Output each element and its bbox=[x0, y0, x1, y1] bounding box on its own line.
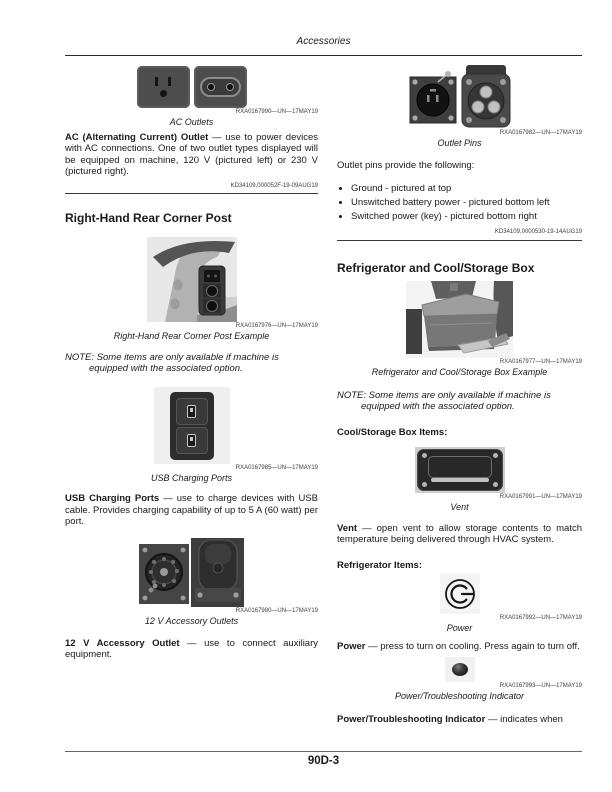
vent-paragraph bbox=[337, 523, 582, 546]
figure-caption: Power/Troubleshooting Indicator bbox=[395, 691, 524, 702]
indicator-photo-frame bbox=[445, 657, 475, 682]
page-number: 90D-3 bbox=[307, 755, 340, 767]
vent-face bbox=[417, 449, 503, 491]
figure-caption: Right-Hand Rear Corner Post Example bbox=[113, 330, 270, 341]
doc-code: KD34109,000052F-19-09AUG19 bbox=[230, 182, 318, 189]
paragraph-text: — press to turn on cooling. Press again to turn off. bbox=[365, 641, 580, 653]
figure-power-button bbox=[337, 574, 582, 633]
outlet-pin-hole bbox=[207, 83, 215, 91]
paragraph-text: — use to power devices with AC connections. One of two outlet types displayed will be equipped on machine, 120 V (pictured left) or 230 V (pictured right). bbox=[65, 132, 318, 178]
paragraph-lead: Vent bbox=[337, 522, 358, 534]
figure-caption: Vent bbox=[450, 501, 469, 512]
list-item: • Switched power (key) - pictured bottom right bbox=[351, 211, 582, 222]
image-code: RXA0167982—UN—17MAY19 bbox=[499, 130, 582, 136]
figure-12v-outlets bbox=[65, 538, 318, 626]
usb-icon bbox=[187, 434, 196, 447]
header-rule bbox=[65, 55, 582, 56]
usb-photo-frame bbox=[154, 387, 230, 464]
image-code: RXA0167993—UN—17MAY19 bbox=[499, 683, 582, 690]
12v-outlets-photo bbox=[139, 538, 244, 607]
screw-icon bbox=[493, 482, 498, 487]
paragraph-lead: Power/Troubleshooting Indicator bbox=[337, 714, 486, 726]
paragraph-lead: 12 V Accessory Outlet bbox=[65, 637, 180, 649]
outlet-recess bbox=[200, 77, 241, 97]
refrigerator-items-label: Refrigerator Items: bbox=[337, 559, 422, 571]
pins-bullet-list bbox=[337, 183, 582, 222]
ac-outlet-paragraph bbox=[65, 132, 318, 178]
us-outlet-icon bbox=[137, 66, 190, 108]
paragraph-text: — open vent to allow storage contents to match temperature being delivered through HVAC system. bbox=[337, 522, 582, 546]
outlet-ground-hole bbox=[160, 90, 167, 97]
indicator-paragraph bbox=[337, 714, 582, 725]
power-photo-frame bbox=[440, 574, 480, 614]
power-paragraph bbox=[337, 641, 582, 652]
eu-outlet-icon bbox=[194, 66, 247, 108]
figure-caption: Refrigerator and Cool/Storage Box Example bbox=[371, 366, 548, 377]
image-code: RXA0167992—UN—17MAY19 bbox=[499, 615, 582, 622]
refrigerator-image bbox=[337, 281, 582, 358]
usb-paragraph bbox=[65, 493, 318, 527]
outlet-pins-image bbox=[337, 65, 582, 129]
outlet-slot bbox=[155, 77, 158, 86]
figure-caption: Outlet Pins bbox=[437, 138, 482, 148]
outlet-pins-photo bbox=[408, 65, 512, 129]
footer-rule bbox=[65, 751, 582, 752]
image-code: RXA0167990—UN—17MAY19 bbox=[235, 109, 318, 115]
image-code: RXA0167977—UN—17MAY19 bbox=[499, 358, 582, 365]
usb-port-icon bbox=[176, 427, 208, 454]
image-code: RXA0167985—UN—17MAY19 bbox=[235, 465, 318, 472]
image-code: RXA0167991—UN—17MAY19 bbox=[499, 493, 582, 500]
screw-icon bbox=[422, 453, 427, 458]
usb-ports-image bbox=[65, 387, 318, 464]
doc-code: KD34109,0000530-19-14AUG19 bbox=[494, 228, 582, 235]
power-icon bbox=[442, 576, 478, 612]
paragraph-text: — use to charge devices with USB cable. Provides charging capability of up to 5 A (60 watt) per port. bbox=[65, 493, 318, 528]
outlet-pin-hole bbox=[226, 83, 234, 91]
indicator-led-icon bbox=[452, 663, 468, 676]
12v-paragraph bbox=[65, 638, 318, 661]
paragraph-lead: USB Charging Ports bbox=[65, 493, 160, 505]
right-column bbox=[337, 60, 582, 726]
figure-caption: AC Outlets bbox=[169, 117, 214, 127]
section-rule bbox=[65, 193, 318, 194]
vent-slider bbox=[431, 478, 489, 482]
usb-port-icon bbox=[176, 398, 208, 425]
pins-intro: Outlet pins provide the following: bbox=[337, 160, 475, 171]
refrigerator-photo bbox=[406, 281, 513, 358]
image-code: RXA0167976—UN—17MAY19 bbox=[235, 322, 318, 329]
vent-outline bbox=[428, 456, 492, 478]
paragraph-lead: Power bbox=[337, 641, 366, 653]
figure-vent bbox=[337, 447, 582, 512]
usb-block bbox=[170, 392, 214, 460]
list-item: • Ground - pictured at top bbox=[351, 183, 582, 194]
left-column bbox=[65, 60, 318, 660]
section-heading: Refrigerator and Cool/Storage Box bbox=[337, 260, 535, 275]
figure-refrigerator bbox=[337, 281, 582, 377]
indicator-image bbox=[337, 657, 582, 682]
vent-image bbox=[337, 447, 582, 493]
corner-post-image bbox=[65, 237, 318, 322]
paragraph-text: — use to connect auxiliary equipment. bbox=[65, 637, 318, 661]
power-button-image bbox=[337, 574, 582, 614]
section-heading: Right-Hand Rear Corner Post bbox=[65, 210, 232, 225]
figure-indicator bbox=[337, 657, 582, 701]
figure-usb-ports bbox=[65, 387, 318, 483]
figure-ac-outlets bbox=[65, 66, 318, 127]
screw-icon bbox=[493, 453, 498, 458]
figure-caption: Power bbox=[446, 623, 473, 634]
paragraph-text: — indicates when bbox=[485, 714, 563, 726]
12v-outlets-image bbox=[65, 538, 318, 607]
vent-photo-frame bbox=[415, 447, 505, 493]
figure-caption: 12 V Accessory Outlets bbox=[144, 615, 239, 626]
outlet-slot bbox=[168, 77, 171, 86]
list-item: • Unswitched battery power - pictured bottom left bbox=[351, 197, 582, 208]
note-text: NOTE: Some items are only available if machine is equipped with the associated option. bbox=[65, 351, 279, 375]
corner-post-photo bbox=[147, 237, 237, 322]
ac-outlets-image bbox=[65, 66, 318, 108]
figure-corner-post bbox=[65, 237, 318, 341]
section-rule bbox=[337, 240, 582, 241]
note-text: NOTE: Some items are only available if machine is equipped with the associated option. bbox=[337, 389, 551, 413]
running-header: Accessories bbox=[296, 36, 351, 47]
usb-icon bbox=[187, 405, 196, 418]
image-code: RXA0167980—UN—17MAY19 bbox=[235, 607, 318, 614]
paragraph-lead: AC (Alternating Current) Outlet bbox=[65, 132, 209, 143]
figure-outlet-pins bbox=[337, 65, 582, 148]
coolbox-items-label: Cool/Storage Box Items: bbox=[337, 427, 448, 439]
screw-icon bbox=[422, 482, 427, 487]
figure-caption: USB Charging Ports bbox=[150, 473, 233, 484]
